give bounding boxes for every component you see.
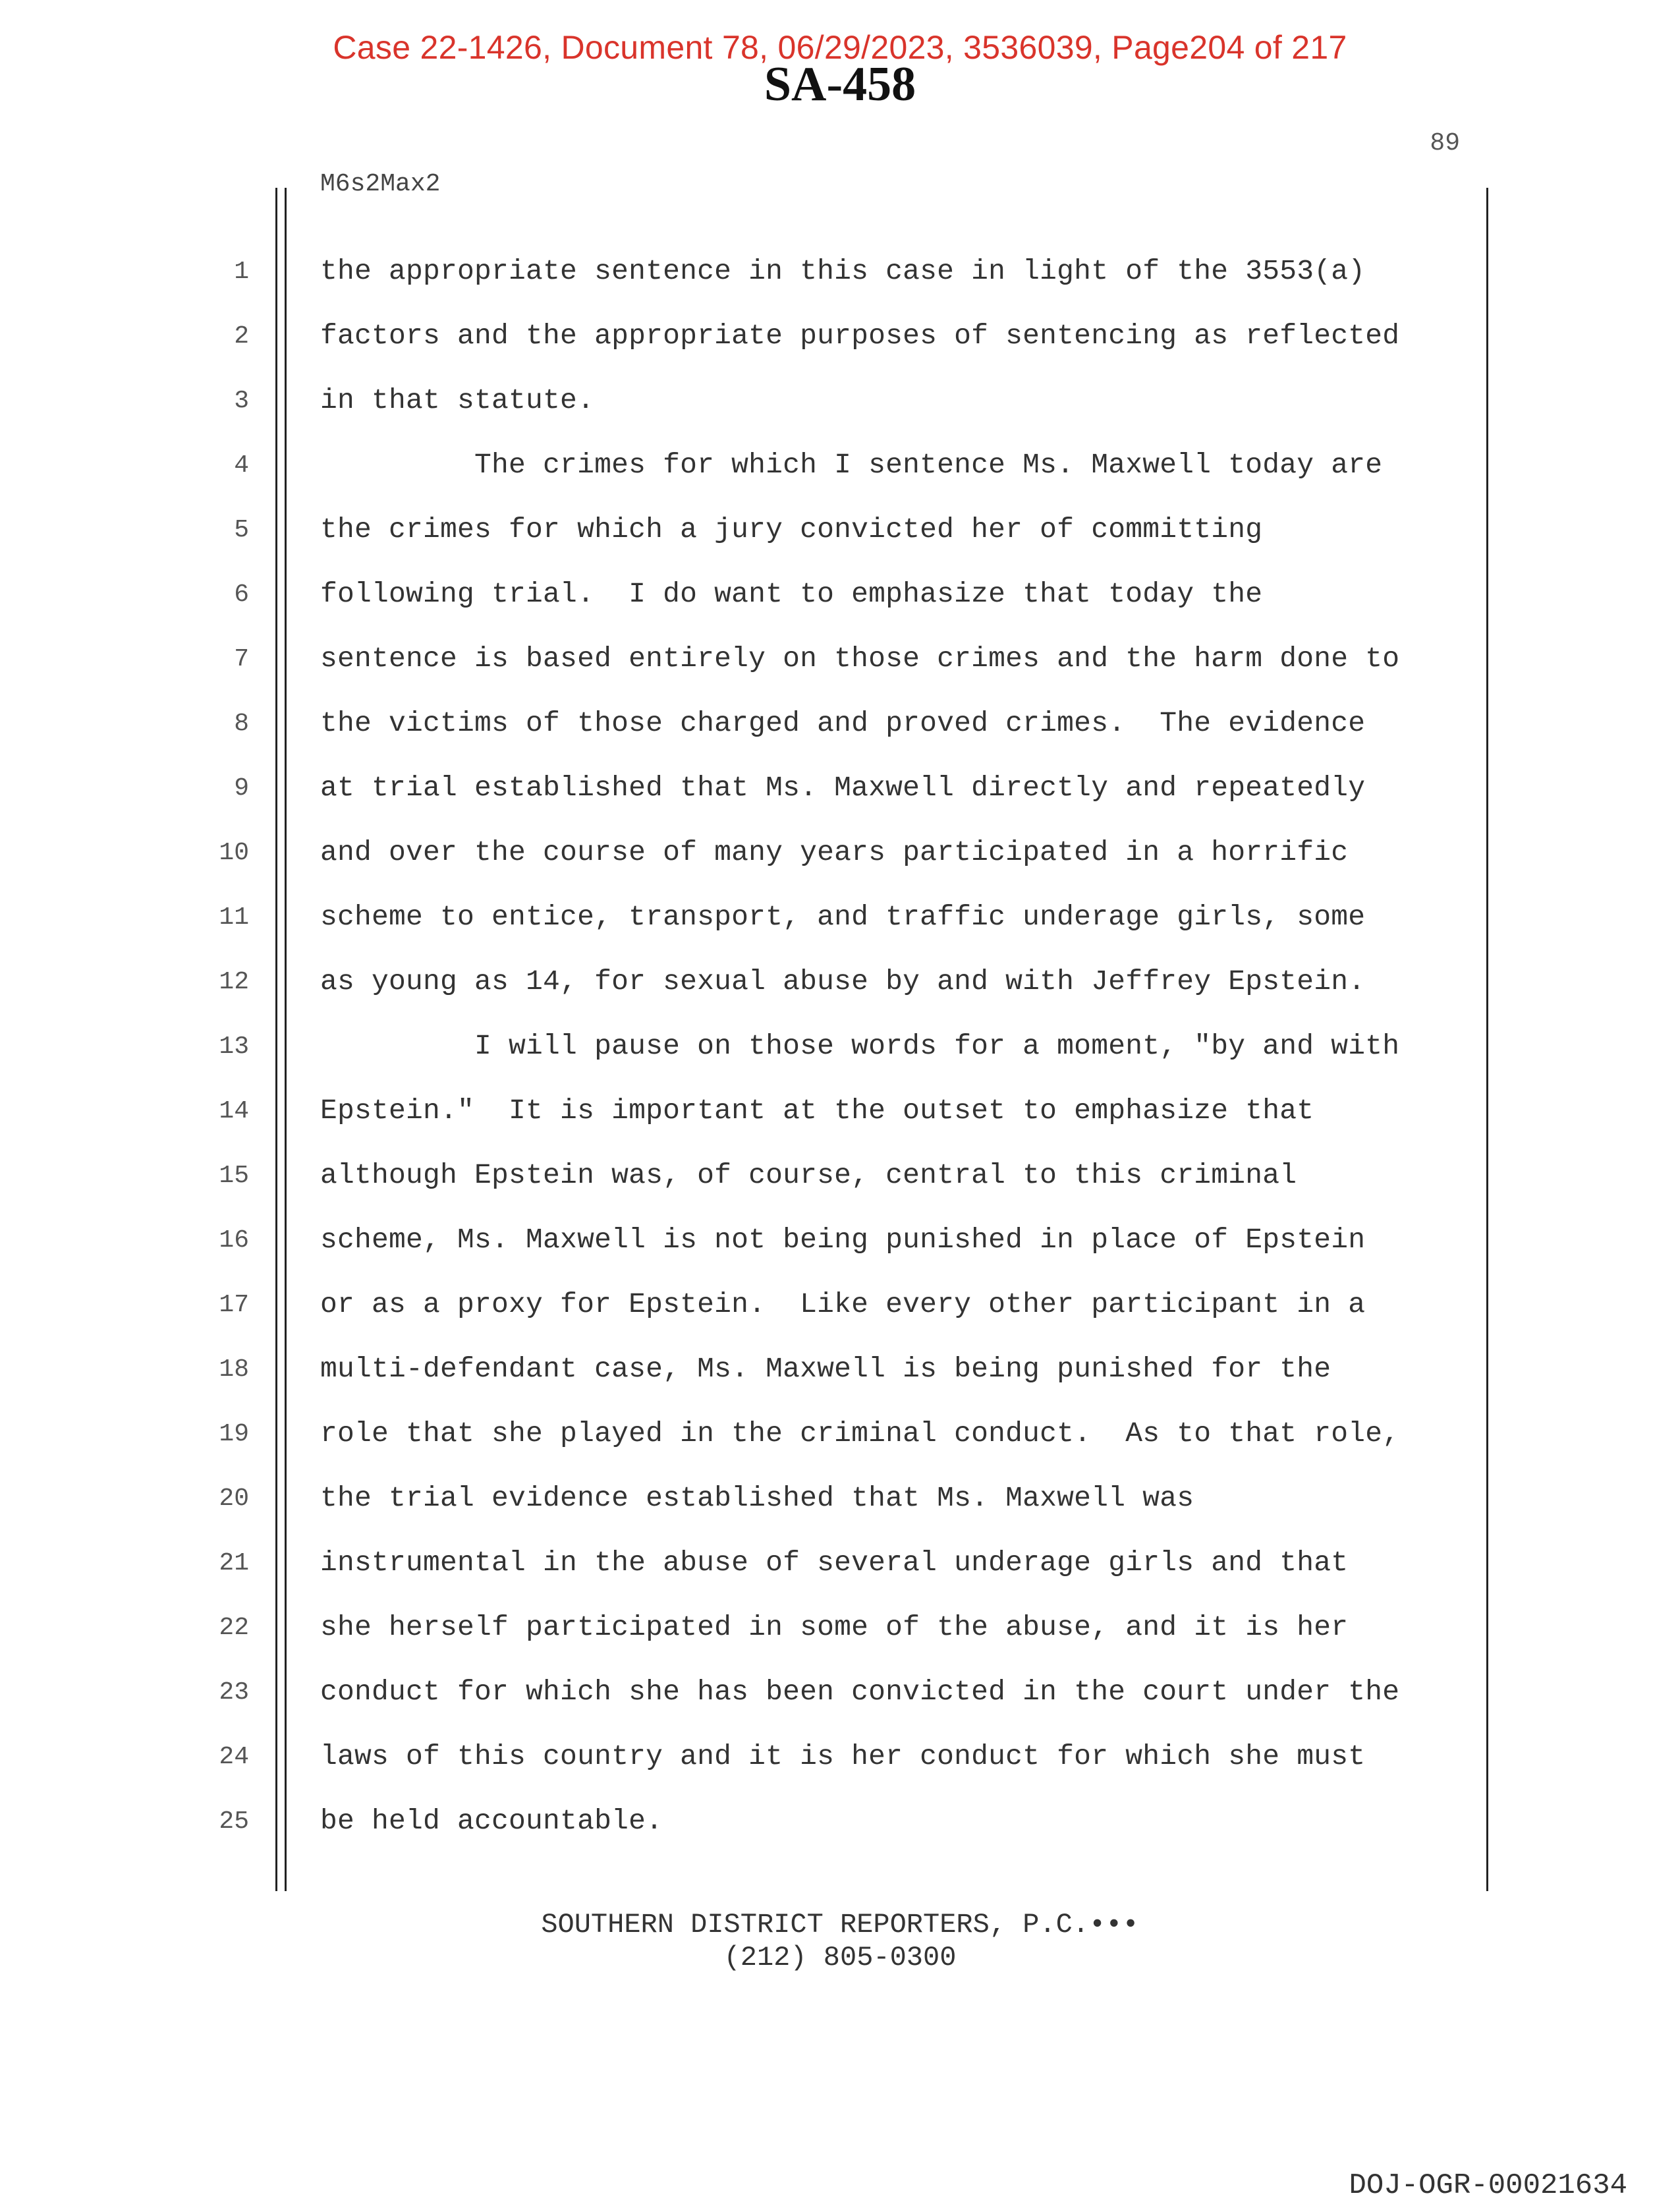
left-margin-rule-outer (275, 188, 277, 1891)
transcript-line: although Epstein was, of course, central to this criminal (320, 1159, 1297, 1191)
appendix-page-label: SA-458 (764, 57, 916, 111)
line-number: 18 (219, 1355, 249, 1384)
transcript-line: following trial. I do want to emphasize that today the (320, 578, 1263, 610)
line-number: 2 (234, 322, 249, 351)
transcript-line: the victims of those charged and proved crimes. The evidence (320, 707, 1366, 739)
transcript-line: and over the course of many years participated in a horrific (320, 836, 1349, 868)
transcript-line: in that statute. (320, 384, 595, 416)
line-number: 12 (219, 968, 249, 996)
line-number: 14 (219, 1097, 249, 1125)
transcript-line: laws of this country and it is her conduct for which she must (320, 1740, 1366, 1772)
transcript-line: The crimes for which I sentence Ms. Maxwell today are (320, 449, 1383, 481)
transcript-line: multi-defendant case, Ms. Maxwell is being punished for the (320, 1353, 1331, 1385)
transcript-line: she herself participated in some of the abuse, and it is her (320, 1611, 1349, 1643)
transcript-line: the trial evidence established that Ms. Maxwell was (320, 1482, 1194, 1514)
transcript-line: instrumental in the abuse of several underage girls and that (320, 1546, 1349, 1579)
transcript-line: sentence is based entirely on those crimes and the harm done to (320, 642, 1400, 675)
left-margin-rule-inner (285, 188, 287, 1891)
line-number: 9 (234, 774, 249, 803)
transcript-line: role that she played in the criminal conduct. As to that role, (320, 1417, 1400, 1450)
line-number: 3 (234, 387, 249, 415)
line-number: 7 (234, 645, 249, 673)
line-number: 11 (219, 903, 249, 932)
right-margin-rule (1486, 188, 1488, 1891)
transcript-line: or as a proxy for Epstein. Like every other participant in a (320, 1288, 1366, 1320)
transcript-line: Epstein." It is important at the outset to emphasize that (320, 1094, 1314, 1127)
transcript-line: scheme, Ms. Maxwell is not being punished in place of Epstein (320, 1224, 1366, 1256)
running-header: M6s2Max2 (320, 170, 441, 198)
court-reporter-name: SOUTHERN DISTRICT REPORTERS, P.C.••• (541, 1909, 1139, 1941)
line-number: 22 (219, 1614, 249, 1642)
line-number: 6 (234, 581, 249, 609)
line-number: 23 (219, 1678, 249, 1707)
line-number: 5 (234, 516, 249, 544)
transcript-page-number: 89 (1430, 129, 1460, 157)
line-number: 8 (234, 710, 249, 738)
line-number: 4 (234, 451, 249, 480)
bates-number: DOJ-OGR-00021634 (1349, 2169, 1627, 2202)
line-number: 24 (219, 1743, 249, 1771)
line-number: 21 (219, 1549, 249, 1577)
transcript-line: the crimes for which a jury convicted her of committing (320, 513, 1263, 546)
case-filing-stamp: Case 22-1426, Document 78, 06/29/2023, 3536039, Page204 of 217 (333, 29, 1347, 66)
transcript-line: scheme to entice, transport, and traffic underage girls, some (320, 901, 1366, 933)
transcript-line: as young as 14, for sexual abuse by and with Jeffrey Epstein. (320, 965, 1366, 998)
line-number: 13 (219, 1033, 249, 1061)
line-number: 20 (219, 1485, 249, 1513)
transcript-line: I will pause on those words for a moment, "by and with (320, 1030, 1400, 1062)
transcript-line: be held accountable. (320, 1805, 663, 1837)
line-number: 17 (219, 1291, 249, 1319)
line-number: 1 (234, 258, 249, 286)
line-number: 16 (219, 1226, 249, 1255)
court-reporter-phone: (212) 805-0300 (723, 1942, 957, 1973)
line-number: 25 (219, 1807, 249, 1836)
transcript-line: conduct for which she has been convicted in the court under the (320, 1676, 1400, 1708)
line-number: 10 (219, 839, 249, 867)
transcript-line: factors and the appropriate purposes of sentencing as reflected (320, 320, 1400, 352)
line-number: 15 (219, 1162, 249, 1190)
transcript-line: at trial established that Ms. Maxwell directly and repeatedly (320, 772, 1366, 804)
transcript-line: the appropriate sentence in this case in light of the 3553(a) (320, 255, 1366, 287)
line-number: 19 (219, 1420, 249, 1448)
